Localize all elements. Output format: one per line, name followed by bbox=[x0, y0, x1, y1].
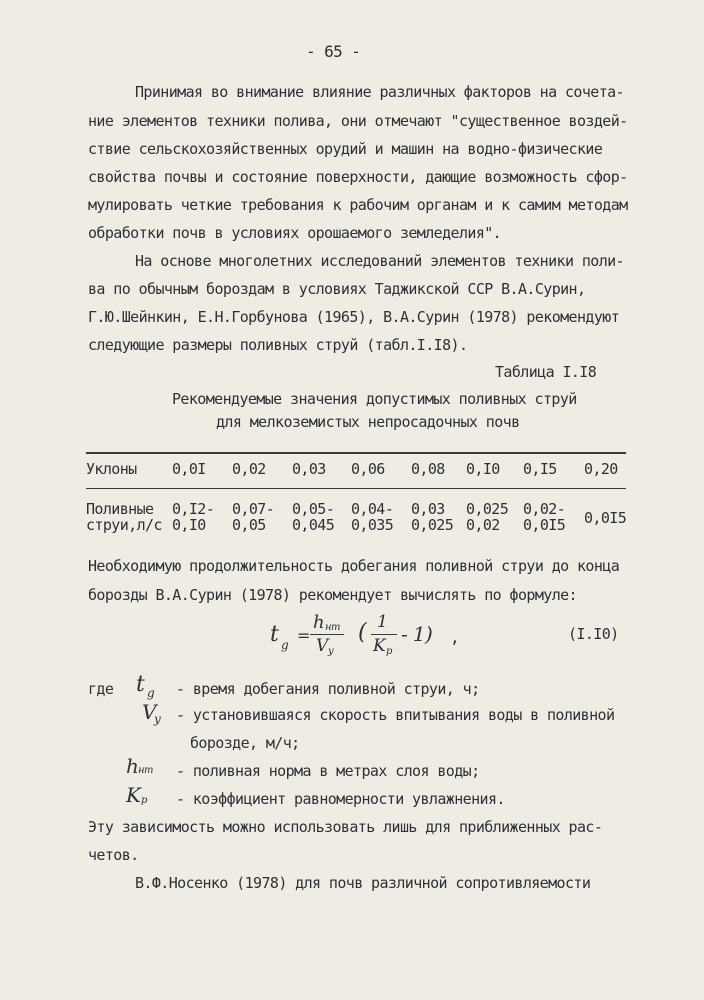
table-cell: 0,02 bbox=[466, 516, 500, 534]
table-title: для мелкоземистых непросадочных почв bbox=[216, 413, 520, 431]
table-top-rule bbox=[86, 452, 626, 454]
inner-fraction-bar bbox=[371, 634, 397, 635]
formula-inner-denominator: K bbox=[373, 636, 386, 656]
table-cell: 0,045 bbox=[292, 516, 335, 534]
text-line: Г.Ю.Шейнкин, Е.Н.Горбунова (1965), В.А.Сурин (1978) рекомендуют bbox=[88, 308, 620, 326]
table-cell: 0,20 bbox=[584, 460, 618, 478]
formula-comma: , bbox=[450, 628, 460, 647]
table-cell: 0,0I5 bbox=[584, 509, 627, 527]
text-line: ние элементов техники полива, они отмечают "существенное воздей- bbox=[88, 112, 628, 130]
formula-inner-numerator: 1 bbox=[377, 612, 388, 632]
table-row-header: Уклоны bbox=[86, 460, 137, 478]
text-line: На основе многолетних исследований элементов техники поли- bbox=[135, 252, 624, 270]
formula-equals: = bbox=[297, 626, 310, 645]
formula-inner-denominator-sub: p bbox=[386, 646, 392, 657]
table-cell: 0,025 bbox=[411, 516, 454, 534]
formula-numerator-sub: нт bbox=[325, 622, 340, 633]
legend-item-continuation: бороздe, м/ч; bbox=[190, 734, 300, 752]
table-title: Рекомендуемые значения допустимых поливных струй bbox=[172, 390, 577, 408]
text-line: Эту зависимость можно использовать лишь для приближенных рас- bbox=[88, 818, 603, 836]
text-line: мулировать четкие требования к рабочим органам и к самим методам bbox=[88, 196, 628, 214]
table-cell: 0,07- bbox=[232, 500, 275, 518]
legend-item: - поливная норма в метрах слоя воды; bbox=[176, 762, 480, 780]
text-line: ва по обычным бороздам в условиях Таджикской ССР В.А.Сурин, bbox=[88, 280, 586, 298]
formula-numerator: h bbox=[313, 612, 324, 633]
text-line: четов. bbox=[88, 846, 139, 864]
legend-symbol-sub: нт bbox=[138, 765, 153, 776]
formula-denominator-sub: y bbox=[328, 646, 334, 657]
formula-lhs: t bbox=[270, 622, 279, 647]
legend-symbol: V bbox=[142, 700, 156, 724]
table-cell: 0,03 bbox=[411, 500, 445, 518]
table-cell: 0,05- bbox=[292, 500, 335, 518]
table-cell: 0,08 bbox=[411, 460, 445, 478]
table-cell: 0,03 bbox=[292, 460, 326, 478]
legend-symbol-sub: p bbox=[141, 795, 147, 806]
legend-item: - время добегания поливной струи, ч; bbox=[176, 680, 480, 698]
table-row-header: струи,л/с bbox=[86, 516, 162, 534]
text-line: В.Ф.Носенко (1978) для почв различной сопротивляемости bbox=[135, 874, 591, 892]
legend-intro: где bbox=[88, 680, 114, 698]
text-line: следующие размеры поливных струй (табл.I.I8). bbox=[88, 336, 468, 354]
formula-denominator: V bbox=[316, 636, 328, 656]
page-number: - 65 - bbox=[306, 42, 361, 61]
table-cell: 0,035 bbox=[351, 516, 394, 534]
table-cell: 0,I2- bbox=[172, 500, 215, 518]
table-cell: 0,02- bbox=[523, 500, 566, 518]
text-line: ствие сельскохозяйственных орудий и машин на водно-физические bbox=[88, 140, 603, 158]
formula-lhs-sub: g bbox=[281, 638, 289, 652]
text-line: свойства почвы и состояние поверхности, дающие возможность сфор- bbox=[88, 168, 628, 186]
legend-symbol-sub: g bbox=[147, 686, 155, 700]
legend-symbol: h bbox=[126, 754, 139, 778]
table-label: Таблица I.I8 bbox=[495, 363, 597, 381]
table-mid-rule bbox=[86, 488, 626, 489]
text-line: борозды В.А.Сурин (1978) рекомендует вычислять по формуле: bbox=[88, 586, 577, 604]
formula-number: (I.I0) bbox=[568, 625, 619, 643]
text-line: обработки почв в условиях орошаемого земледелия". bbox=[88, 224, 502, 242]
table-cell: 0,05 bbox=[232, 516, 266, 534]
text-line: Необходимую продолжительность добегания поливной струи до конца bbox=[88, 557, 620, 575]
fraction-bar bbox=[310, 634, 344, 635]
table-cell: 0,025 bbox=[466, 500, 509, 518]
table-cell: 0,06 bbox=[351, 460, 385, 478]
legend-symbol-sub: y bbox=[154, 712, 161, 726]
formula-minus-one: - 1) bbox=[401, 622, 433, 646]
table-cell: 0,I0 bbox=[172, 516, 206, 534]
table-cell: 0,02 bbox=[232, 460, 266, 478]
table-cell: 0,0I bbox=[172, 460, 206, 478]
table-cell: 0,I0 bbox=[466, 460, 500, 478]
table-cell: 0,0I5 bbox=[523, 516, 566, 534]
table-cell: 0,04- bbox=[351, 500, 394, 518]
legend-symbol: K bbox=[126, 783, 141, 807]
text-line: Принимая во внимание влияние различных факторов на сочета- bbox=[135, 83, 624, 101]
legend-item: - коэффициент равномерности увлажнения. bbox=[176, 790, 505, 808]
table-cell: 0,I5 bbox=[523, 460, 557, 478]
table-row-header: Поливные bbox=[86, 500, 154, 518]
legend-symbol: t bbox=[136, 672, 145, 697]
formula-open-paren: ( bbox=[358, 620, 366, 645]
legend-item: - установившаяся скорость впитывания воды в поливной bbox=[176, 706, 615, 724]
